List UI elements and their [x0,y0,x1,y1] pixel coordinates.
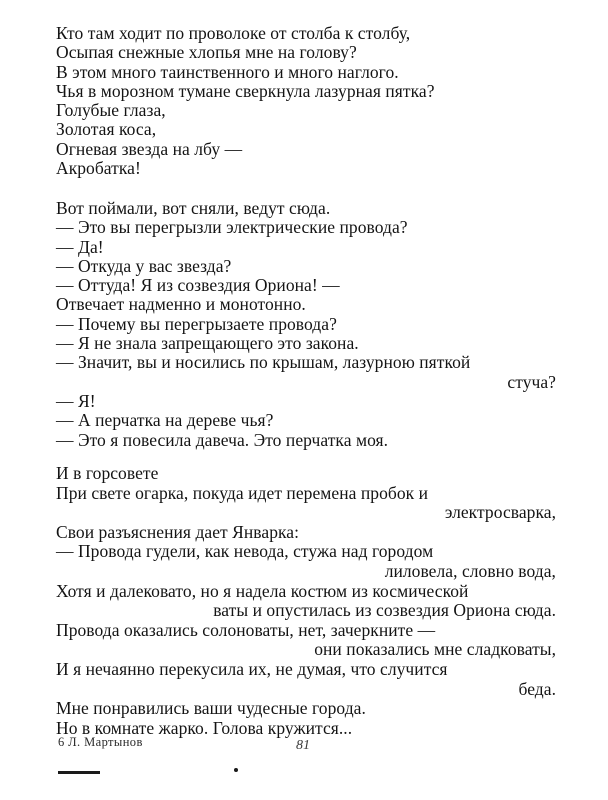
verse-line: И в горсовете [56,463,159,483]
verse-line: Голубые глаза, [56,100,166,121]
verse-line-continuation: они показались мне сладковаты, [314,639,556,660]
dialogue-line: — Оттуда! Я из созвездия Ориона! — [56,275,340,296]
dialogue-line: — Это вы перегрызли электрические провода? [56,217,408,238]
verse-line: Золотая коса, [56,119,157,140]
verse-line: Мне понравились ваши чудесные города. [56,698,366,719]
dialogue-line: — Я! [56,390,96,411]
verse-line: Осыпая снежные хлопья мне на голову? [56,42,357,63]
page-number: 81 [296,738,310,753]
stanza-3 [56,464,556,738]
verse-line: И я нечаянно перекусила их, не думая, что случится [56,658,448,679]
verse-line-continuation: стуча? [507,371,556,392]
verse-line-continuation: беда. [518,678,556,699]
verse-line: Отвечает надменно и монотонно. [56,294,306,315]
dialogue-line: — Значит, вы и носились по крышам, лазурною пяткой [56,352,471,373]
verse-line-continuation: электросварка, [444,502,556,523]
verse-line-continuation: лиловела, словно вода, [384,560,556,581]
stanza-2 [56,199,556,450]
dialogue-line: — Да! [56,236,104,257]
verse-line: При свете огарка, покуда идет перемена пробок и [56,482,429,503]
ink-speck [234,768,238,772]
dialogue-line: — А перчатка на дереве чья? [56,410,274,431]
verse-line: Но в комнате жарко. Голова кружится... [56,717,353,738]
stanza-1 [56,24,556,178]
verse-line-continuation: ваты и опустилась из созвездия Ориона сюда. [213,600,556,621]
verse-line: Кто там ходит по проволоке от столба к столбу, [56,23,411,43]
verse-line: Чья в морозном тумане сверкнула лазурная пятка? [56,80,435,101]
verse-line: Хотя и далековато, но я надела костюм из космической [56,580,469,601]
dialogue-line: — Провода гудели, как невода, стужа над городом [56,541,434,562]
printer-signature: 6 Л. Мартынов [58,735,143,749]
dialogue-line: — Почему вы перегрызаете провода? [56,313,337,334]
dialogue-line: — Откуда у вас звезда? [56,255,232,276]
verse-line: Акробатка! [56,158,141,179]
verse-line: В этом много таинственного и много наглого. [56,61,399,82]
dialogue-line: — Это я повесила давеча. Это перчатка моя. [56,429,389,450]
verse-line: Вот поймали, вот сняли, ведут сюда. [56,198,331,218]
dialogue-line: — Я не знала запрещающего это закона. [56,333,359,354]
verse-line: Провода оказались солоноваты, нет, зачеркните — [56,619,436,640]
verse-line: Свои разъяснения дает Январка: [56,521,300,542]
verse-line: Огневая звезда на лбу — [56,138,243,159]
bottom-rule [58,771,100,774]
